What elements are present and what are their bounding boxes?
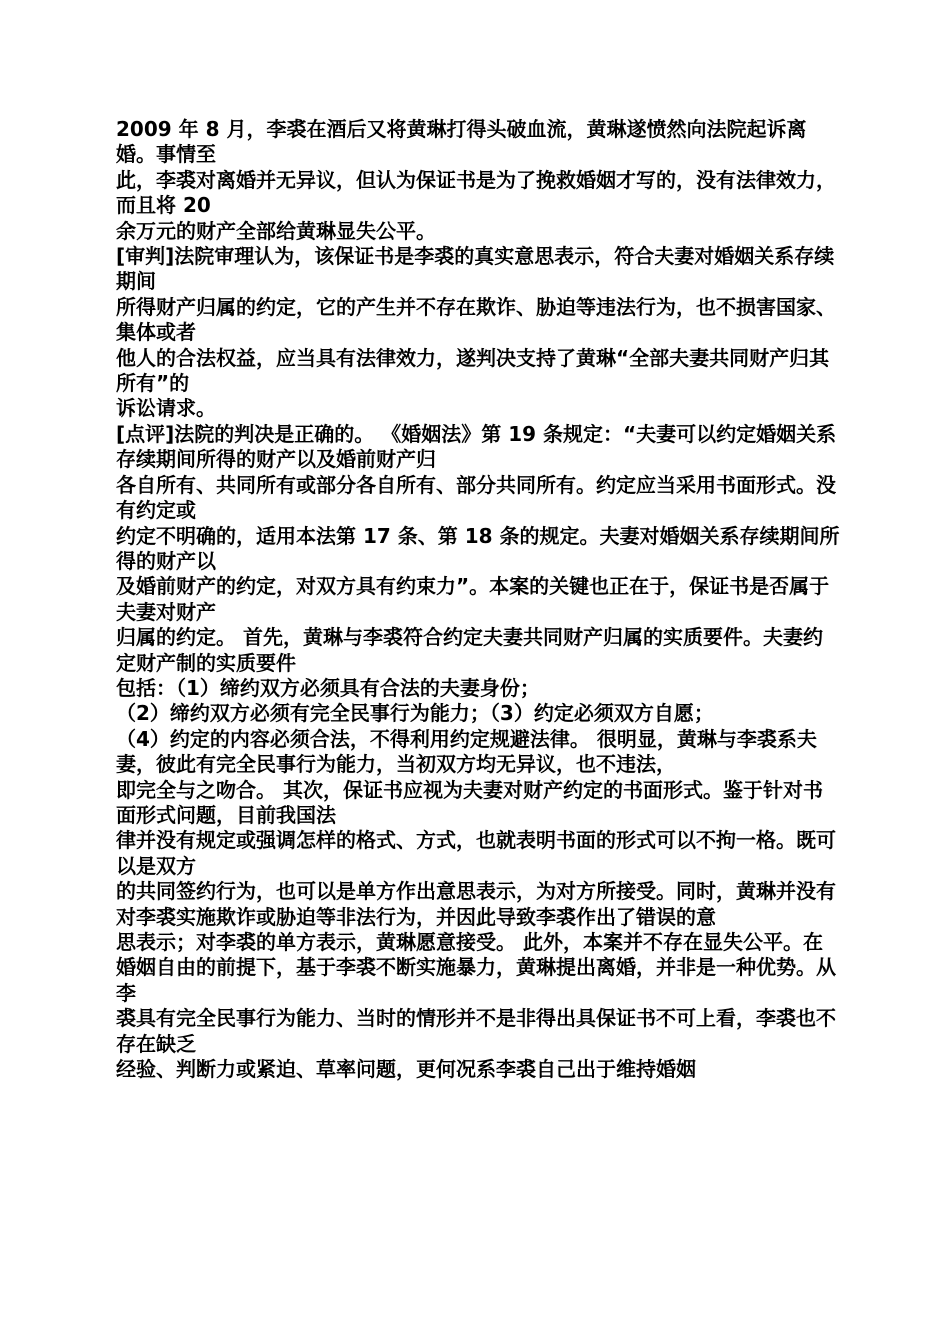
paragraph-13: 包括：（1）缔约双方必须具有合法的夫妻身份； bbox=[116, 675, 540, 700]
paragraph-10: 约定不明确的，适用本法第 17 条、第 18 条的规定。夫妻对婚姻关系存续期间所得的财产以 bbox=[116, 523, 840, 573]
paragraph-5: 所得财产归属的约定，它的产生并不存在欺诈、胁迫等违法行为，也不损害国家、集体或者 bbox=[116, 294, 836, 345]
paragraph-3: 余万元的财产全部给黄琳显失公平。 bbox=[116, 218, 436, 243]
paragraph-16: 即完全与之吻合。 其次，保证书应视为夫妻对财产约定的书面形式。鉴于针对书面形式问题，目前我国法 bbox=[116, 777, 823, 827]
paragraph-11: 及婚前财产的约定，对双方具有约束力”。本案的关键也正在于，保证书是否属于夫妻对财产 bbox=[116, 574, 830, 624]
paragraph-19: 思表示；对李裘的单方表示，黄琳愿意接受。 此外，本案并不存在显失公平。在婚姻自由的前提下，基于李裘不断实施暴力，黄琳提出离婚，并非是一种优势。从李 bbox=[116, 930, 836, 1005]
paragraph-1: 2009 年 8 月，李裘在酒后又将黄琳打得头破血流，黄琳遂愤然向法院起诉离婚。事情至 bbox=[116, 117, 807, 167]
paragraph-7: 诉讼请求。 bbox=[116, 396, 216, 421]
paragraph-4: [审判]法院审理认为，该保证书是李裘的真实意思表示，符合夫妻对婚姻关系存续期间 bbox=[116, 244, 835, 294]
paragraph-17: 律并没有规定或强调怎样的格式、方式，也就表明书面的形式可以不拘一格。既可以是双方 bbox=[116, 828, 836, 878]
paragraph-18: 的共同签约行为，也可以是单方作出意思表示，为对方所接受。同时，黄琳并没有对李裘实施欺诈或胁迫等非法行为，并因此导致李裘作出了错误的意 bbox=[116, 879, 836, 929]
paragraph-21: 经验、判断力或紧迫、草率问题，更何况系李裘自己出于维持婚姻 bbox=[116, 1057, 696, 1082]
paragraph-6: 他人的合法权益，应当具有法律效力，遂判决支持了黄琳“全部夫妻共同财产归其所有”的 bbox=[116, 345, 830, 396]
paragraph-15: （4）约定的内容必须合法，不得利用约定规避法律。 很明显，黄琳与李裘系夫妻，彼此有完全民事行为能力，当初双方均无异议，也不违法， bbox=[116, 726, 817, 777]
document-body bbox=[116, 117, 840, 1082]
paragraph-20: 裘具有完全民事行为能力、当时的情形并不是非得出具保证书不可上看，李裘也不存在缺乏 bbox=[116, 1006, 836, 1056]
paragraph-8: [点评]法院的判决是正确的。 《婚姻法》第 19 条规定：“夫妻可以约定婚姻关系存续期间所得的财产以及婚前财产归 bbox=[116, 421, 837, 472]
paragraph-9: 各自所有、共同所有或部分各自所有、部分共同所有。约定应当采用书面形式。没有约定或 bbox=[116, 472, 836, 523]
paragraph-12: 归属的约定。 首先，黄琳与李裘符合约定夫妻共同财产归属的实质要件。夫妻约定财产制的实质要件 bbox=[116, 625, 823, 675]
paragraph-2: 此，李裘对离婚并无异议，但认为保证书是为了挽救婚姻才写的，没有法律效力，而且将 20 bbox=[116, 167, 836, 218]
paragraph-14: （2）缔约双方必须有完全民事行为能力；（3）约定必须双方自愿； bbox=[116, 701, 714, 726]
